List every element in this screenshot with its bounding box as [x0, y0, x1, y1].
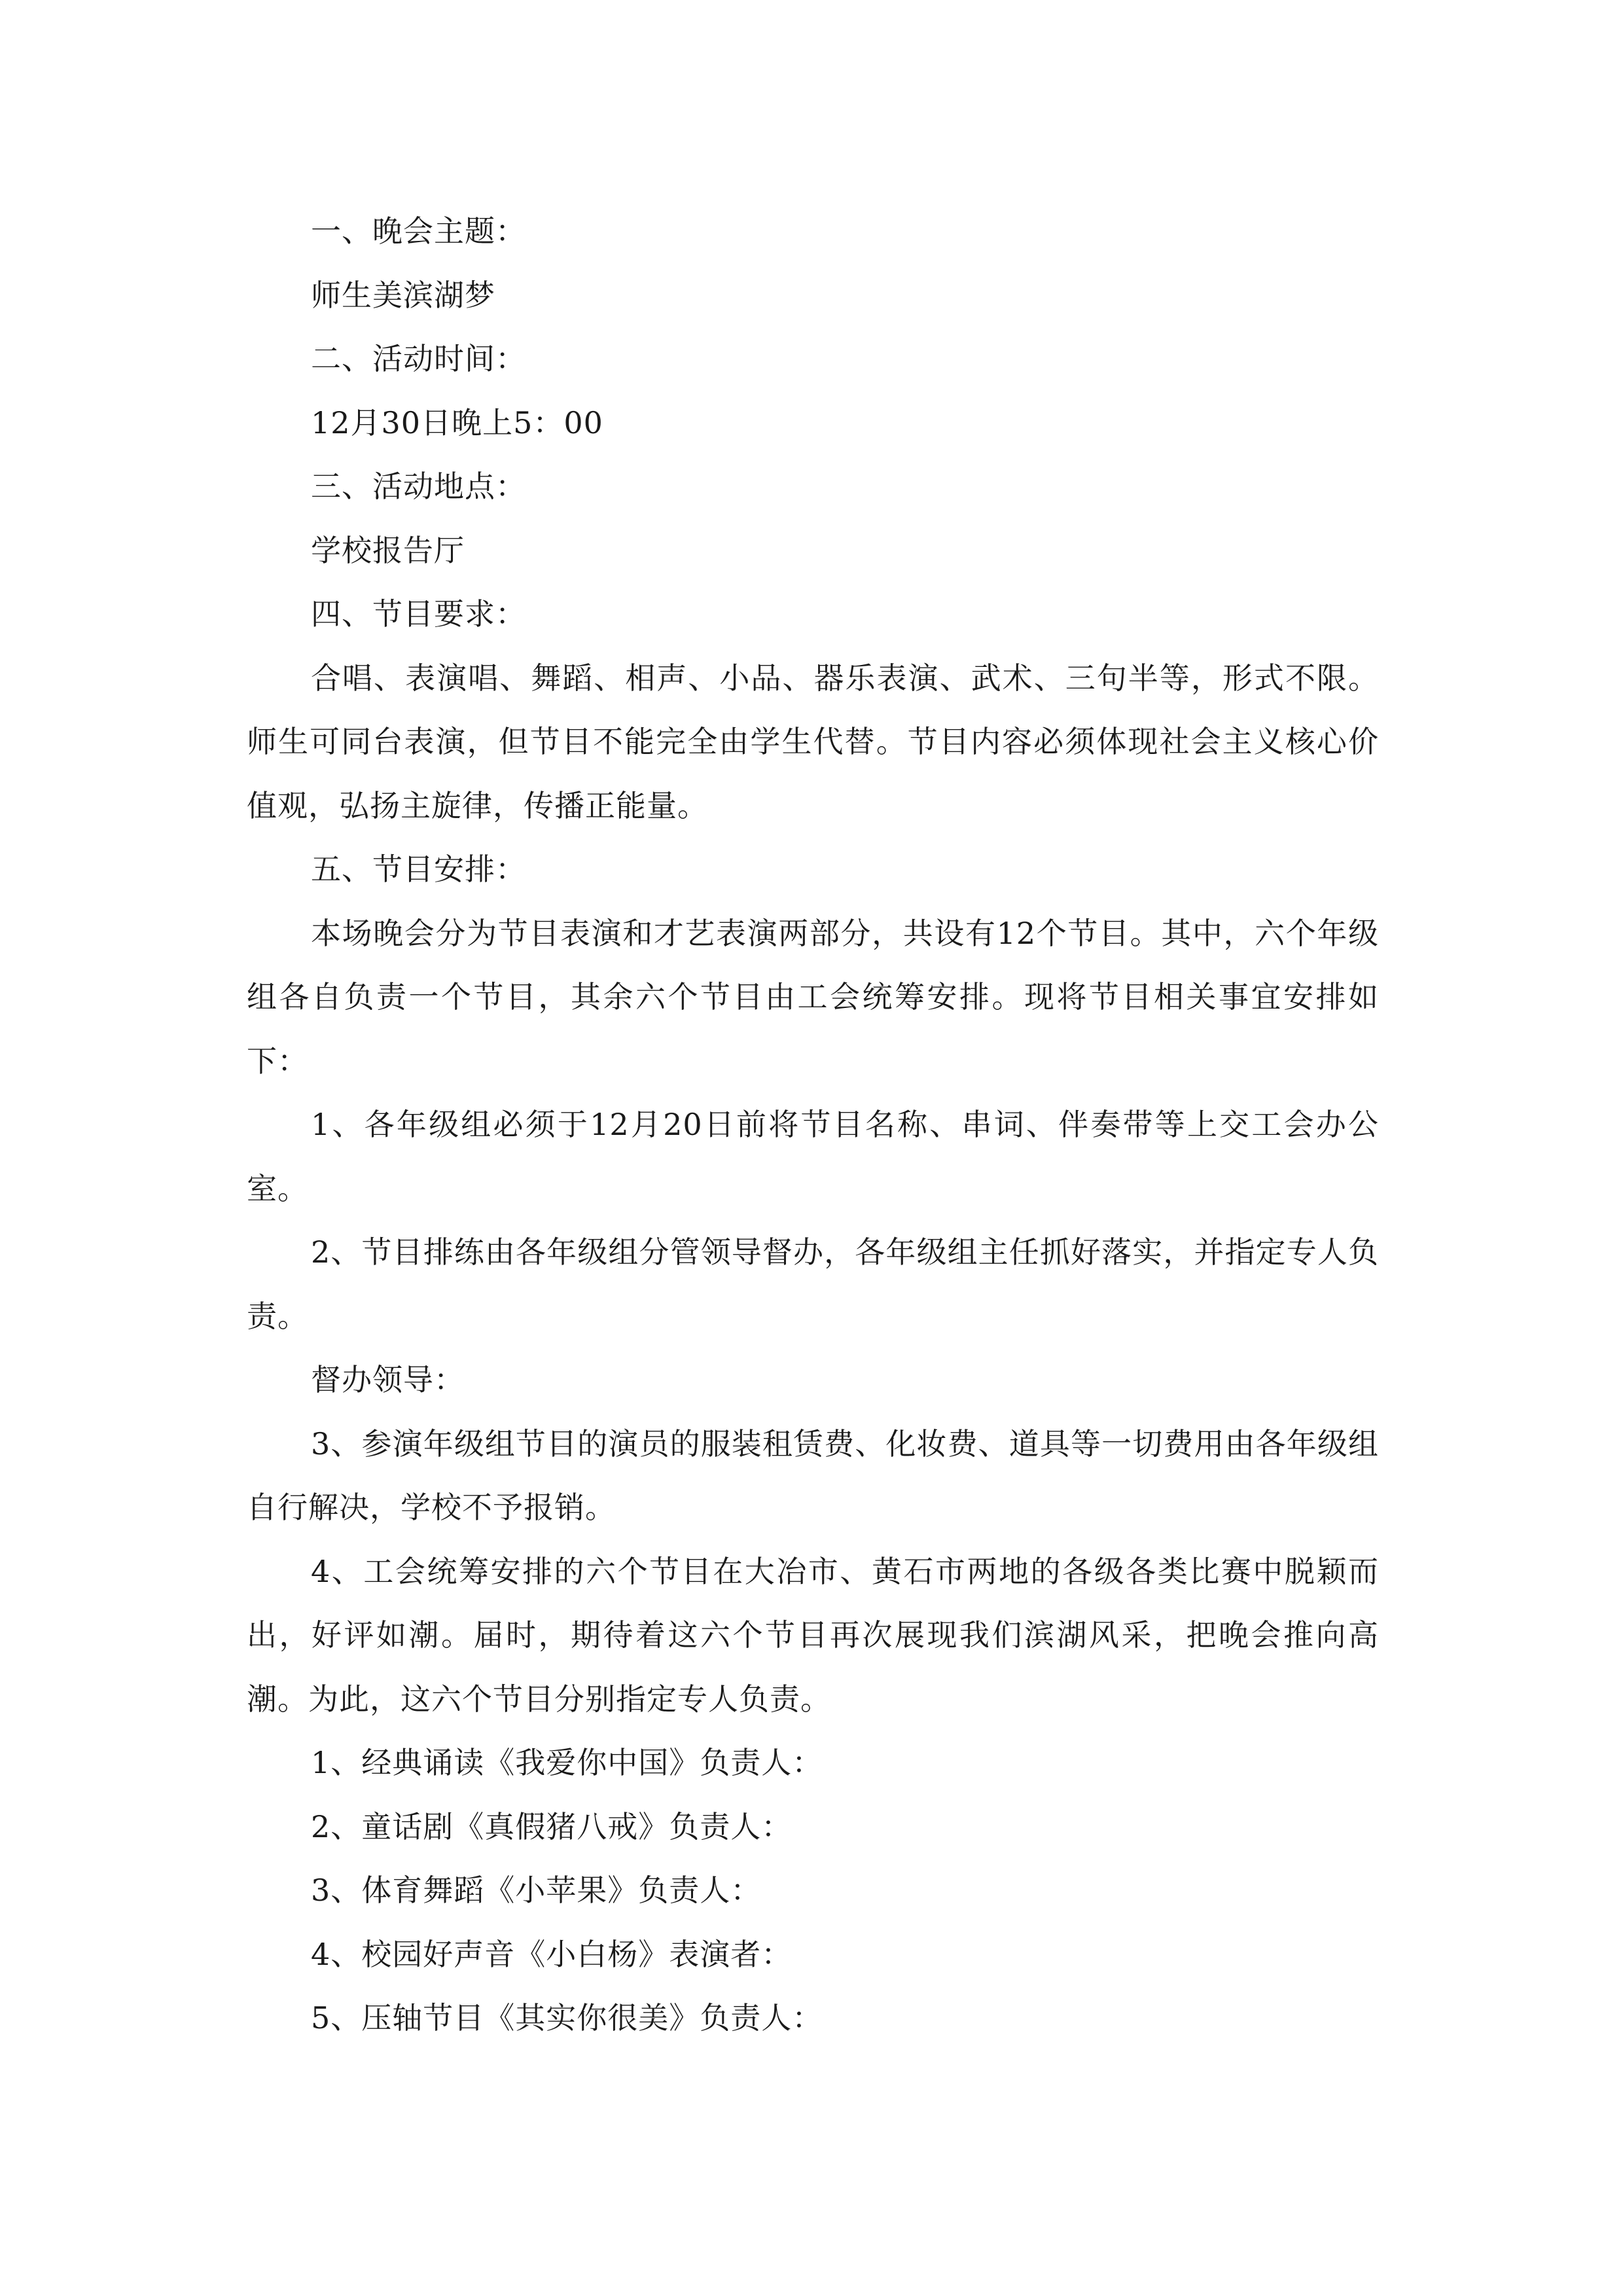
- time-text: 12月30日晚上5：00: [311, 404, 603, 440]
- heading-location: 三、活动地点：: [311, 469, 526, 504]
- requirements-text: 合唱、表演唱、舞蹈、相声、小品、器乐表演、武术、三句半等，形式不限。师生可同台表演，但节目不能完全由学生代替。节目内容必须体现社会主义核心价值观，弘扬主旋律，传播正能量。: [247, 660, 1379, 823]
- heading-requirements: 四、节目要求：: [311, 596, 526, 632]
- arrangement-item-1: 1、各年级组必须于12月20日前将节目名称、串词、伴奏带等上交工会办公室。: [247, 1107, 1379, 1206]
- theme-text: 师生美滨湖梦: [311, 277, 495, 313]
- arrangement-intro: 本场晚会分为节目表演和才艺表演两部分，共设有12个节目。其中，六个年级组各自负责一个节目，其余六个节目由工会统筹安排。现将节目相关事宜安排如下：: [247, 915, 1379, 1079]
- heading-arrangement: 五、节目安排：: [311, 852, 526, 887]
- arrangement-item-4: 4、工会统筹安排的六个节目在大冶市、黄石市两地的各级各类比赛中脱颖而出，好评如潮。届时，期待着这六个节目再次展现我们滨湖风采，把晚会推向高潮。为此，这六个节目分别指定专人负责。: [247, 1553, 1379, 1717]
- heading-time: 二、活动时间：: [311, 341, 526, 376]
- program-item-5: 5、压轴节目《其实你很美》负责人：: [311, 2000, 823, 2036]
- document-body: [247, 200, 1379, 2051]
- program-item-3: 3、体育舞蹈《小苹果》负责人：: [311, 1873, 762, 1908]
- program-item-1: 1、经典诵读《我爱你中国》负责人：: [311, 1745, 823, 1780]
- heading-theme: 一、晚会主题：: [311, 213, 526, 249]
- program-item-2: 2、童话剧《真假猪八戒》负责人：: [311, 1808, 793, 1844]
- location-text: 学校报告厅: [311, 532, 465, 568]
- arrangement-item-3: 3、参演年级组节目的演员的服装租赁费、化妆费、道具等一切费用由各年级组自行解决，学校不予报销。: [247, 1426, 1379, 1525]
- program-item-4: 4、校园好声音《小白杨》表演者：: [311, 1936, 793, 1972]
- supervisor-label: 督办领导：: [311, 1362, 465, 1397]
- arrangement-item-2: 2、节目排练由各年级组分管领导督办，各年级组主任抓好落实，并指定专人负责。: [247, 1234, 1379, 1334]
